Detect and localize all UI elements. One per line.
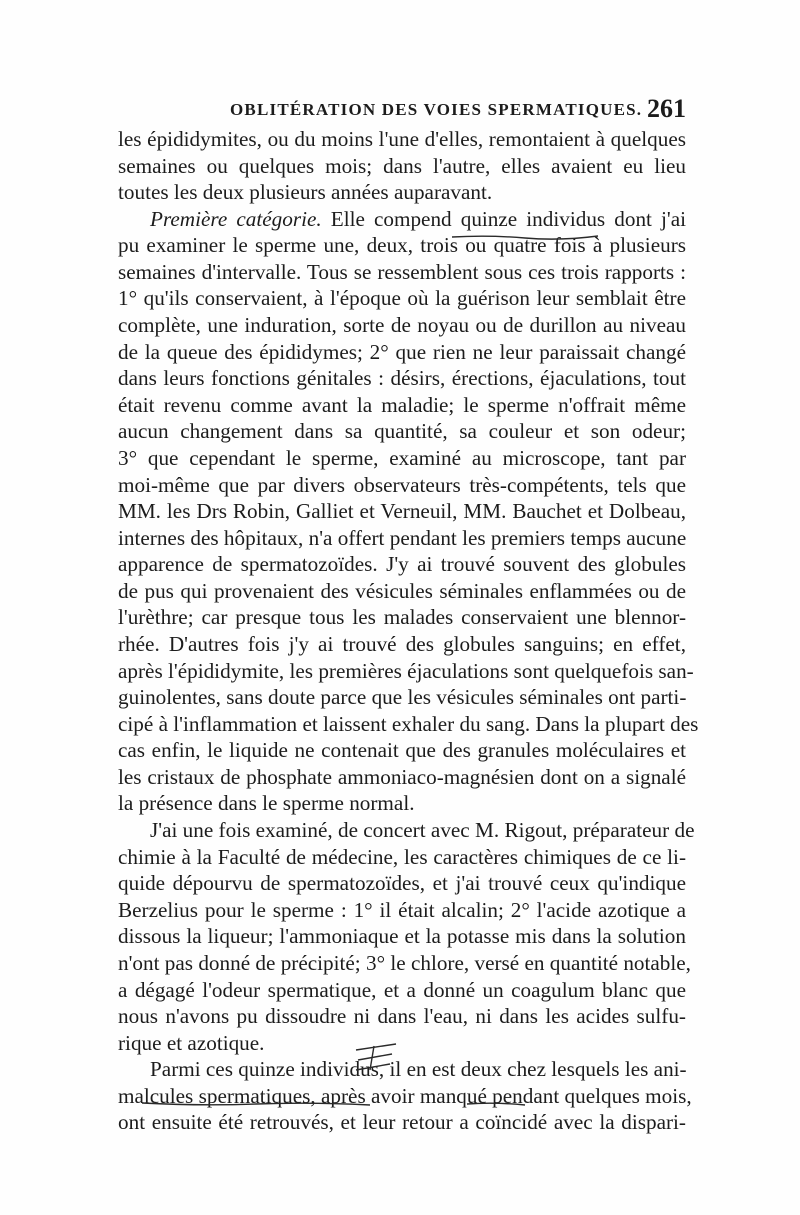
- running-title: OBLITÉRATION DES VOIES SPERMATIQUES.: [230, 100, 643, 119]
- text-line: pu examiner le sperme une, deux, trois ou quatre fois à plusieurs: [118, 233, 686, 258]
- text-line: moi-même que par divers observateurs très-compétents, tels que: [118, 472, 686, 497]
- text-line: l'urèthre; car presque tous les malades conservaient une blennor-: [118, 605, 686, 630]
- text-line: ont ensuite été retrouvés, et leur retour a coïncidé avec la dispari-: [118, 1110, 686, 1135]
- text-line: Parmi ces quinze individus, il en est deux chez lesquels les ani-: [150, 1057, 687, 1082]
- text-line: quide dépourvu de spermatozoïdes, et j'ai trouvé ceux qu'indique: [118, 871, 686, 896]
- page-number: 261: [647, 94, 686, 123]
- text-line: malcules spermatiques, après avoir manqué pendant quelques mois,: [118, 1083, 692, 1108]
- text-line: guinolentes, sans doute parce que les vésicules séminales ont parti-: [118, 685, 687, 710]
- text-line: cipé à l'inflammation et laissent exhaler du sang. Dans la plupart des: [118, 711, 699, 736]
- text-line: semaines ou quelques mois; dans l'autre, elles avaient eu lieu: [118, 153, 686, 178]
- text-line: de pus qui provenaient des vésicules séminales enflammées ou de: [118, 578, 686, 603]
- text-line: complète, une induration, sorte de noyau ou de durillon au niveau: [118, 313, 686, 338]
- text-line: dissous la liqueur; l'ammoniaque et la potasse mis dans la solution: [118, 924, 686, 949]
- text-line: 3° que cependant le sperme, examiné au microscope, tant par: [118, 445, 686, 470]
- text-line: toutes les deux plusieurs années auparavant.: [118, 180, 493, 205]
- pencil-underline-quinze-individus-2: [140, 1100, 372, 1108]
- text-line: nous n'avons pu dissoudre ni dans l'eau, ni dans les acides sulfu-: [118, 1004, 686, 1029]
- text-line: n'ont pas donné de précipité; 3° le chlore, versé en quantité notable,: [118, 950, 691, 975]
- text-line: a dégagé l'odeur spermatique, et a donné un coagulum blanc que: [118, 977, 686, 1002]
- pencil-mark-icon: [352, 1040, 400, 1074]
- text-line: 1° qu'ils conservaient, à l'époque où la guérison leur semblait être: [118, 286, 686, 311]
- text-line: apparence de spermatozoïdes. J'y ai trouvé souvent des globules: [118, 552, 686, 577]
- text-line: Berzelius pour le sperme : 1° il était alcalin; 2° l'acide azotique a: [118, 897, 686, 922]
- text-line: J'ai une fois examiné, de concert avec M. Rigout, préparateur de: [150, 818, 695, 843]
- text-line: internes des hôpitaux, n'a offert pendant les premiers temps aucune: [118, 525, 687, 550]
- text-line: cas enfin, le liquide ne contenait que des granules moléculaires et: [118, 738, 686, 763]
- text-line: après l'épididymite, les premières éjaculations sont quelquefois san-: [118, 658, 694, 683]
- pencil-underline-quinze-individus: [450, 233, 600, 241]
- text-line: était revenu comme avant la maladie; le sperme n'offrait même: [118, 392, 686, 417]
- section-heading: Première catégorie.: [150, 206, 322, 231]
- running-header: [118, 94, 690, 126]
- text-line: rhée. D'autres fois j'y ai trouvé des globules sanguins; en effet,: [118, 631, 686, 656]
- section-heading-line: [118, 206, 686, 233]
- text-line: les épididymites, ou du moins l'une d'elles, remontaient à quelques: [118, 127, 686, 151]
- pencil-underline-deux: [465, 1100, 527, 1108]
- text-line: semaines d'intervalle. Tous se ressemblent sous ces trois rapports :: [118, 259, 686, 284]
- text-line: la présence dans le sperme normal.: [118, 791, 415, 816]
- text-line: les cristaux de phosphate ammoniaco-magnésien dont on a signalé: [118, 764, 686, 789]
- text-line: MM. les Drs Robin, Galliet et Verneuil, MM. Bauchet et Dolbeau,: [118, 499, 686, 524]
- text-line: chimie à la Faculté de médecine, les caractères chimiques de ce li-: [118, 844, 686, 869]
- text-line: aucun changement dans sa quantité, sa couleur et son odeur;: [118, 419, 686, 444]
- text-line: rique et azotique.: [118, 1030, 265, 1055]
- text-line-rest: Elle compend quinze individus dont j'ai: [330, 206, 687, 231]
- text-line: de la queue des épididymes; 2° que rien ne leur paraissait changé: [118, 339, 686, 364]
- text-line: dans leurs fonctions génitales : désirs, érections, éjaculations, tout: [118, 366, 686, 391]
- body-text: [118, 126, 699, 1136]
